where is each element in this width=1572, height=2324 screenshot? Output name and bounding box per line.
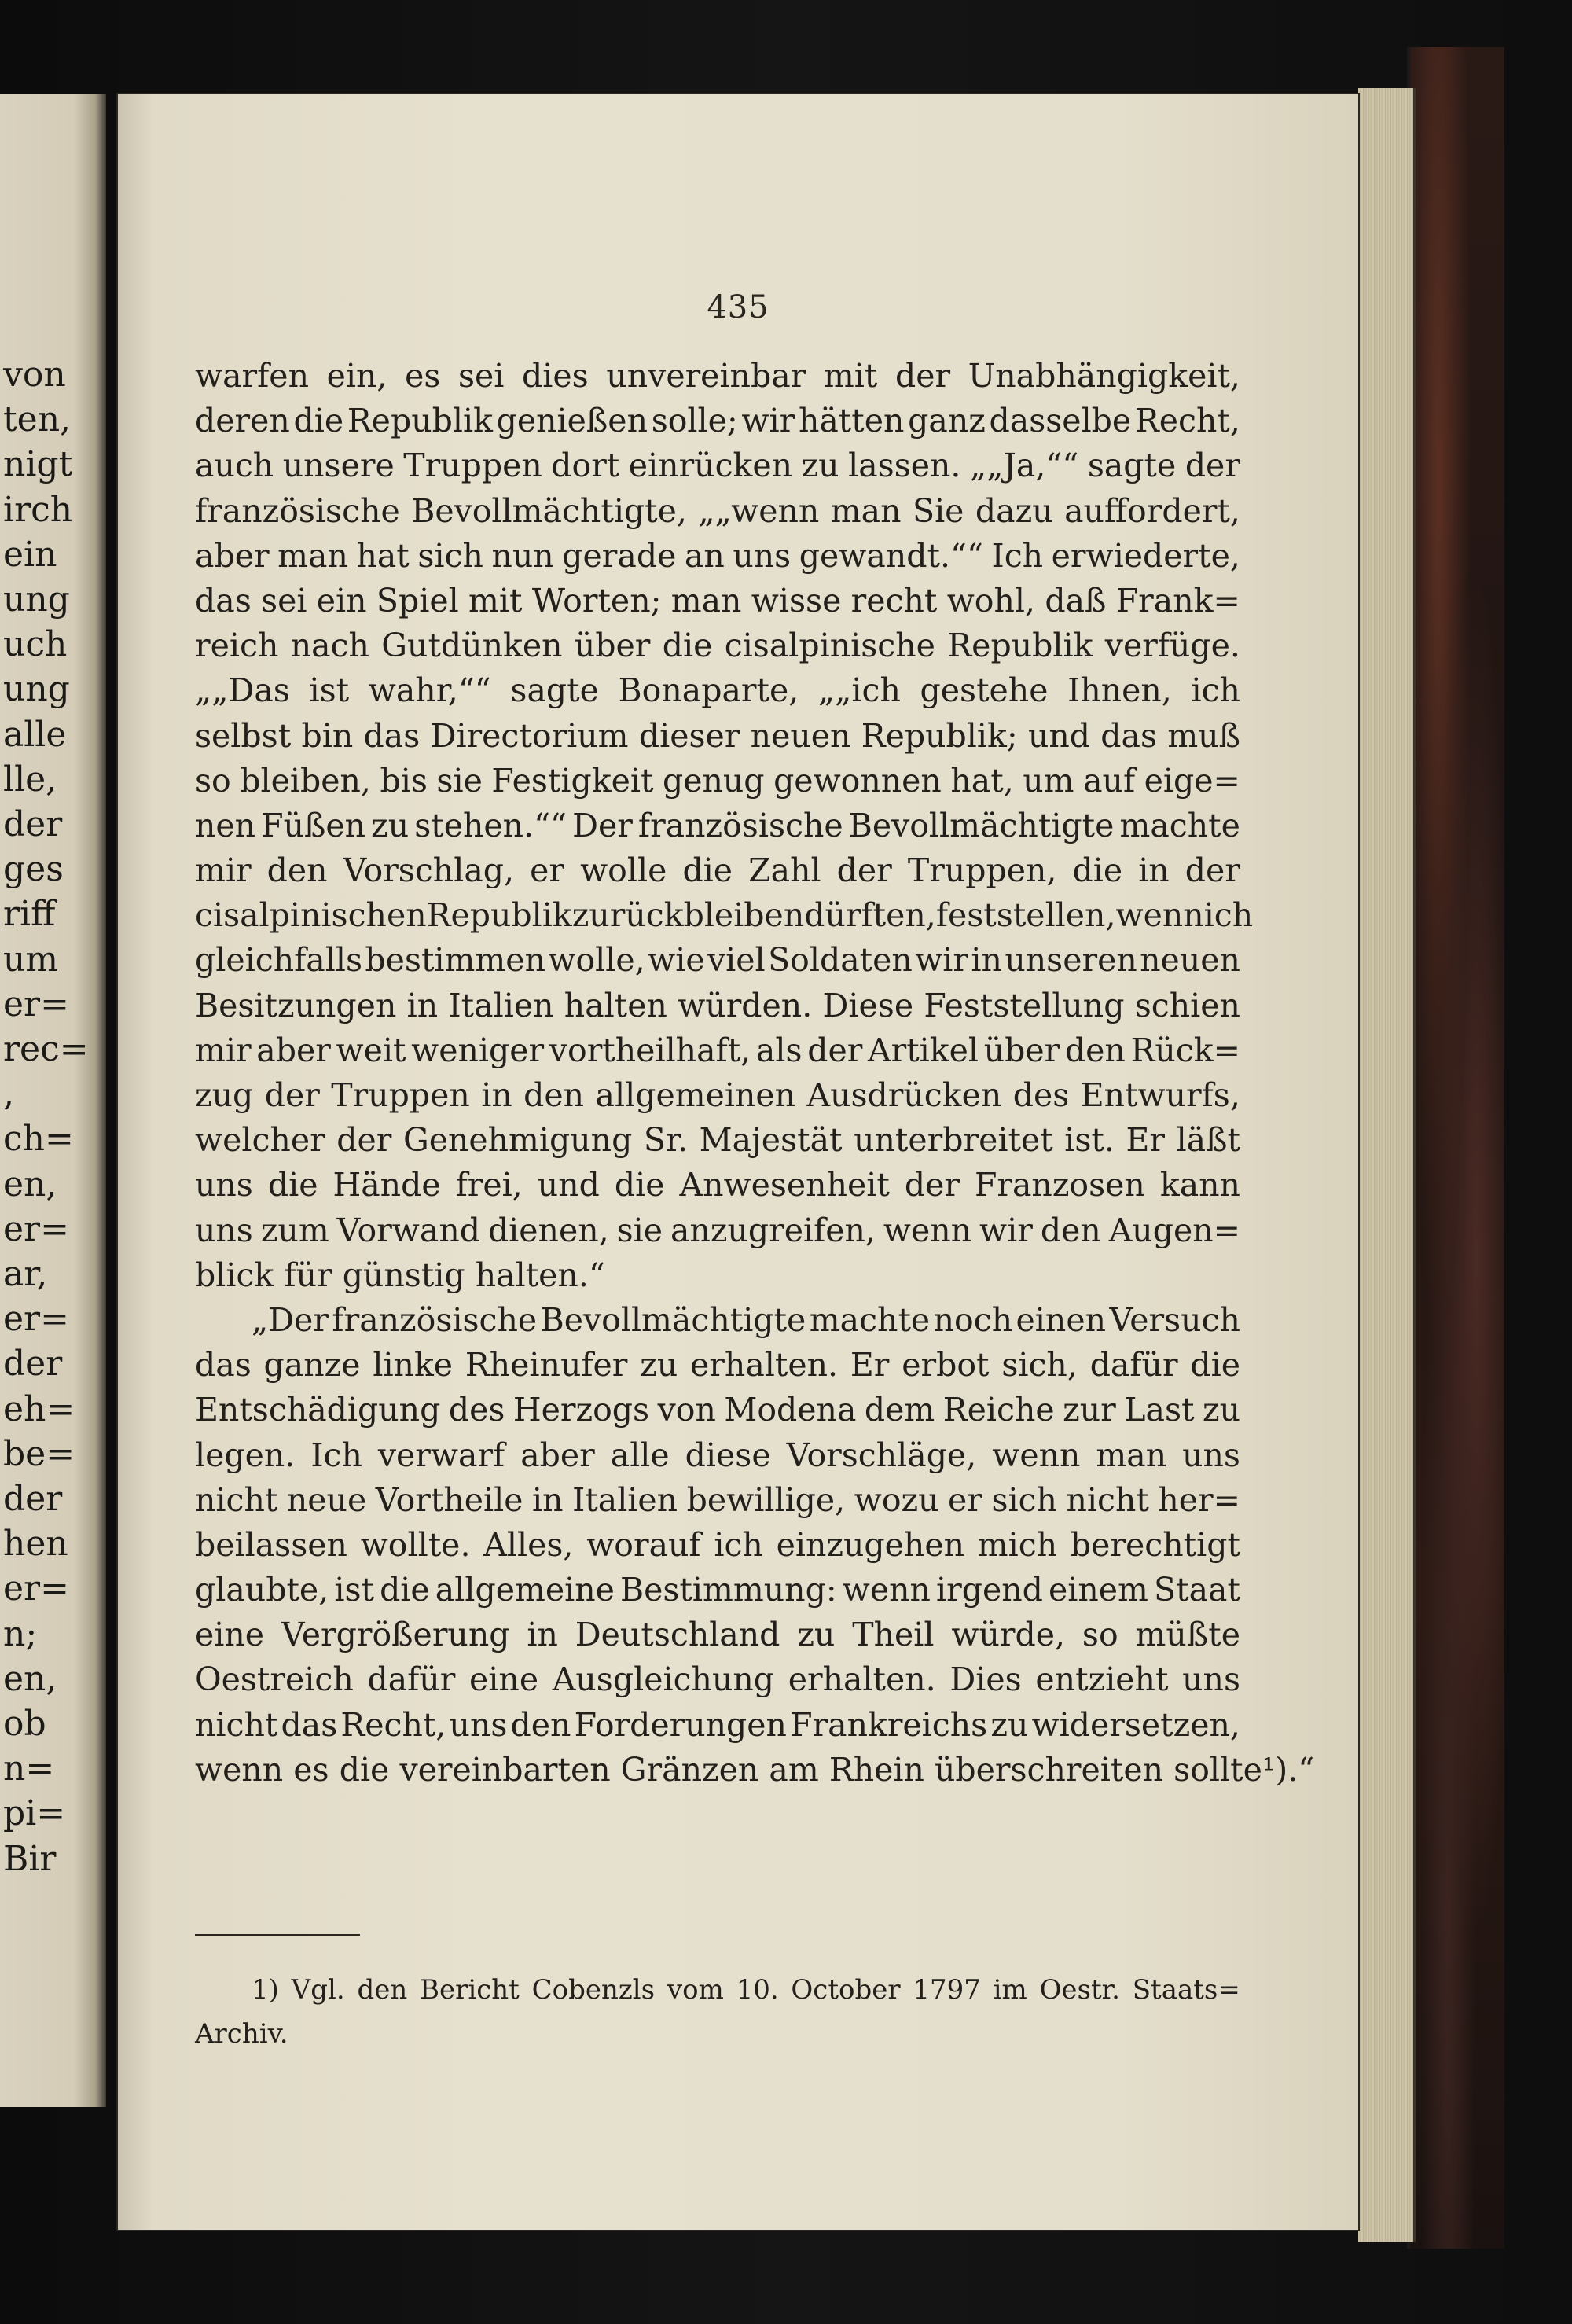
text-line: „Der französische Bevollmächtigte machte noch einen Versuch — [252, 1300, 1240, 1339]
previous-page-fragment: er= — [3, 1208, 69, 1249]
previous-page-fragment: er= — [3, 1299, 69, 1340]
previous-page-fragment: Bir — [3, 1838, 57, 1879]
text-line: das sei ein Spiel mit Worten; man wisse recht wohl, daß Frank= — [195, 581, 1240, 620]
text-line: mir den Vorschlag, er wolle die Zahl der Truppen, die in der — [195, 851, 1240, 890]
page-number: 435 — [707, 289, 769, 325]
book-page — [116, 93, 1360, 2231]
body-text — [195, 354, 1315, 1793]
text-line: glaubte, ist die allgemeine Bestimmung: wenn irgend einem Staat — [195, 1571, 1240, 1609]
previous-page-fragment: riff — [3, 894, 56, 935]
previous-page-fragment: n; — [3, 1613, 38, 1654]
previous-page-fragment: um — [3, 939, 59, 980]
text-line: cisalpinischen Republik zurückbleiben dürften, feststellen, wenn ich — [195, 896, 1254, 935]
text-line: nicht das Recht, uns den Forderungen Frankreichs zu widersetzen, — [195, 1705, 1240, 1744]
previous-page-fragment: alle — [3, 714, 67, 755]
previous-page-fragment: pi= — [3, 1793, 66, 1834]
text-line: uns die Hände frei, und die Anwesenheit der Franzosen kann — [195, 1166, 1240, 1204]
text-line: aber man hat sich nun gerade an uns gewandt.““ Ich erwiederte, — [195, 536, 1240, 575]
text-line: das ganze linke Rheinufer zu erhalten. Er erbot sich, dafür die — [195, 1346, 1240, 1384]
footnote-line: Archiv. — [195, 2018, 288, 2050]
footnote — [195, 1968, 1240, 2056]
text-line: auch unsere Truppen dort einrücken zu lassen. „„Ja,““ sagte der — [195, 447, 1240, 485]
footnote-line: 1) Vgl. den Bericht Cobenzls vom 10. October 1797 im Oestr. Staats= — [252, 1974, 1240, 2006]
page-stack-edges — [1358, 88, 1416, 2242]
text-line: legen. Ich verwarf aber alle diese Vorschläge, wenn man uns — [195, 1436, 1240, 1474]
text-line: nicht neue Vortheile in Italien bewillige, wozu er sich nicht her= — [195, 1480, 1240, 1519]
previous-page-fragment: nigt — [3, 444, 73, 485]
text-line: beilassen wollte. Alles, worauf ich einzugehen mich berechtigt — [195, 1525, 1240, 1564]
previous-page-fragment: er= — [3, 984, 69, 1024]
text-line: Besitzungen in Italien halten würden. Diese Feststellung schien — [195, 986, 1240, 1024]
previous-page-fragment: be= — [3, 1433, 75, 1474]
text-line: so bleiben, bis sie Festigkeit genug gewonnen hat, um auf eige= — [195, 761, 1240, 800]
previous-page-fragment: en, — [3, 1164, 57, 1204]
text-line: gleichfalls bestimmen wolle, wie viel Soldaten wir in unseren neuen — [195, 941, 1240, 980]
text-line: welcher der Genehmigung Sr. Majestät unterbreitet ist. Er läßt — [195, 1121, 1240, 1160]
text-line: wenn es die vereinbarten Gränzen am Rhein überschreiten sollte¹).“ — [195, 1750, 1315, 1789]
previous-page-fragment: ein — [3, 534, 57, 575]
text-line: selbst bin das Directorium dieser neuen Republik; und das muß — [195, 716, 1240, 755]
text-line: deren die Republik genießen solle; wir hätten ganz dasselbe Recht, — [195, 402, 1240, 440]
text-line: nen Füßen zu stehen.““ Der französische Bevollmächtigte machte — [195, 806, 1240, 844]
previous-page-fragment: eh= — [3, 1388, 75, 1429]
previous-page-fragment: ch= — [3, 1119, 74, 1160]
text-line: mir aber weit weniger vortheilhaft, als der Artikel über den Rück= — [195, 1031, 1240, 1069]
previous-page-fragment: lle, — [3, 759, 57, 800]
text-line: blick für günstig halten.“ — [195, 1256, 605, 1294]
text-line: Oestreich dafür eine Ausgleichung erhalten. Dies entzieht uns — [195, 1660, 1240, 1699]
text-line: uns zum Vorwand dienen, sie anzugreifen, wenn wir den Augen= — [195, 1211, 1240, 1249]
previous-page-fragment: uch — [3, 624, 68, 665]
previous-page-fragment: n= — [3, 1749, 55, 1789]
previous-page-fragment: er= — [3, 1568, 69, 1609]
text-line: reich nach Gutdünken über die cisalpinische Republik verfüge. — [195, 627, 1240, 665]
text-line: warfen ein, es sei dies unvereinbar mit der Unabhängigkeit, — [195, 357, 1240, 395]
book-cover-edge — [1407, 47, 1504, 2249]
text-line: französische Bevollmächtigte, „„wenn man Sie dazu auffordert, — [195, 491, 1240, 530]
text-line: Entschädigung des Herzogs von Modena dem Reiche zur Last zu — [195, 1391, 1240, 1429]
previous-page-fragment: ung — [3, 669, 70, 710]
previous-page-fragment: ung — [3, 579, 70, 620]
previous-page-fragment: ob — [3, 1704, 46, 1744]
text-line: zug der Truppen in den allgemeinen Ausdrücken des Entwurfs, — [195, 1076, 1240, 1114]
previous-page-fragment: hen — [3, 1524, 68, 1565]
previous-page-fragment: ges — [3, 849, 64, 890]
previous-page-fragment: der — [3, 804, 63, 844]
previous-page-fragment: ar, — [3, 1254, 48, 1294]
previous-page-fragment: rec= — [3, 1029, 89, 1069]
text-line: „„Das ist wahr,““ sagte Bonaparte, „„ich gestehe Ihnen, ich — [195, 671, 1240, 710]
previous-page-fragment: irch — [3, 489, 73, 530]
previous-page-fragment: der — [3, 1479, 63, 1519]
previous-page-fragment: von — [3, 355, 66, 395]
previous-page-fragment: en, — [3, 1658, 57, 1699]
footnote-rule — [195, 1934, 360, 1936]
previous-page-fragment: der — [3, 1344, 63, 1384]
previous-page-fragment: ten, — [3, 399, 72, 440]
previous-page-fragment: , — [3, 1074, 14, 1115]
text-line: eine Vergrößerung in Deutschland zu Theil würde, so müßte — [195, 1616, 1240, 1654]
